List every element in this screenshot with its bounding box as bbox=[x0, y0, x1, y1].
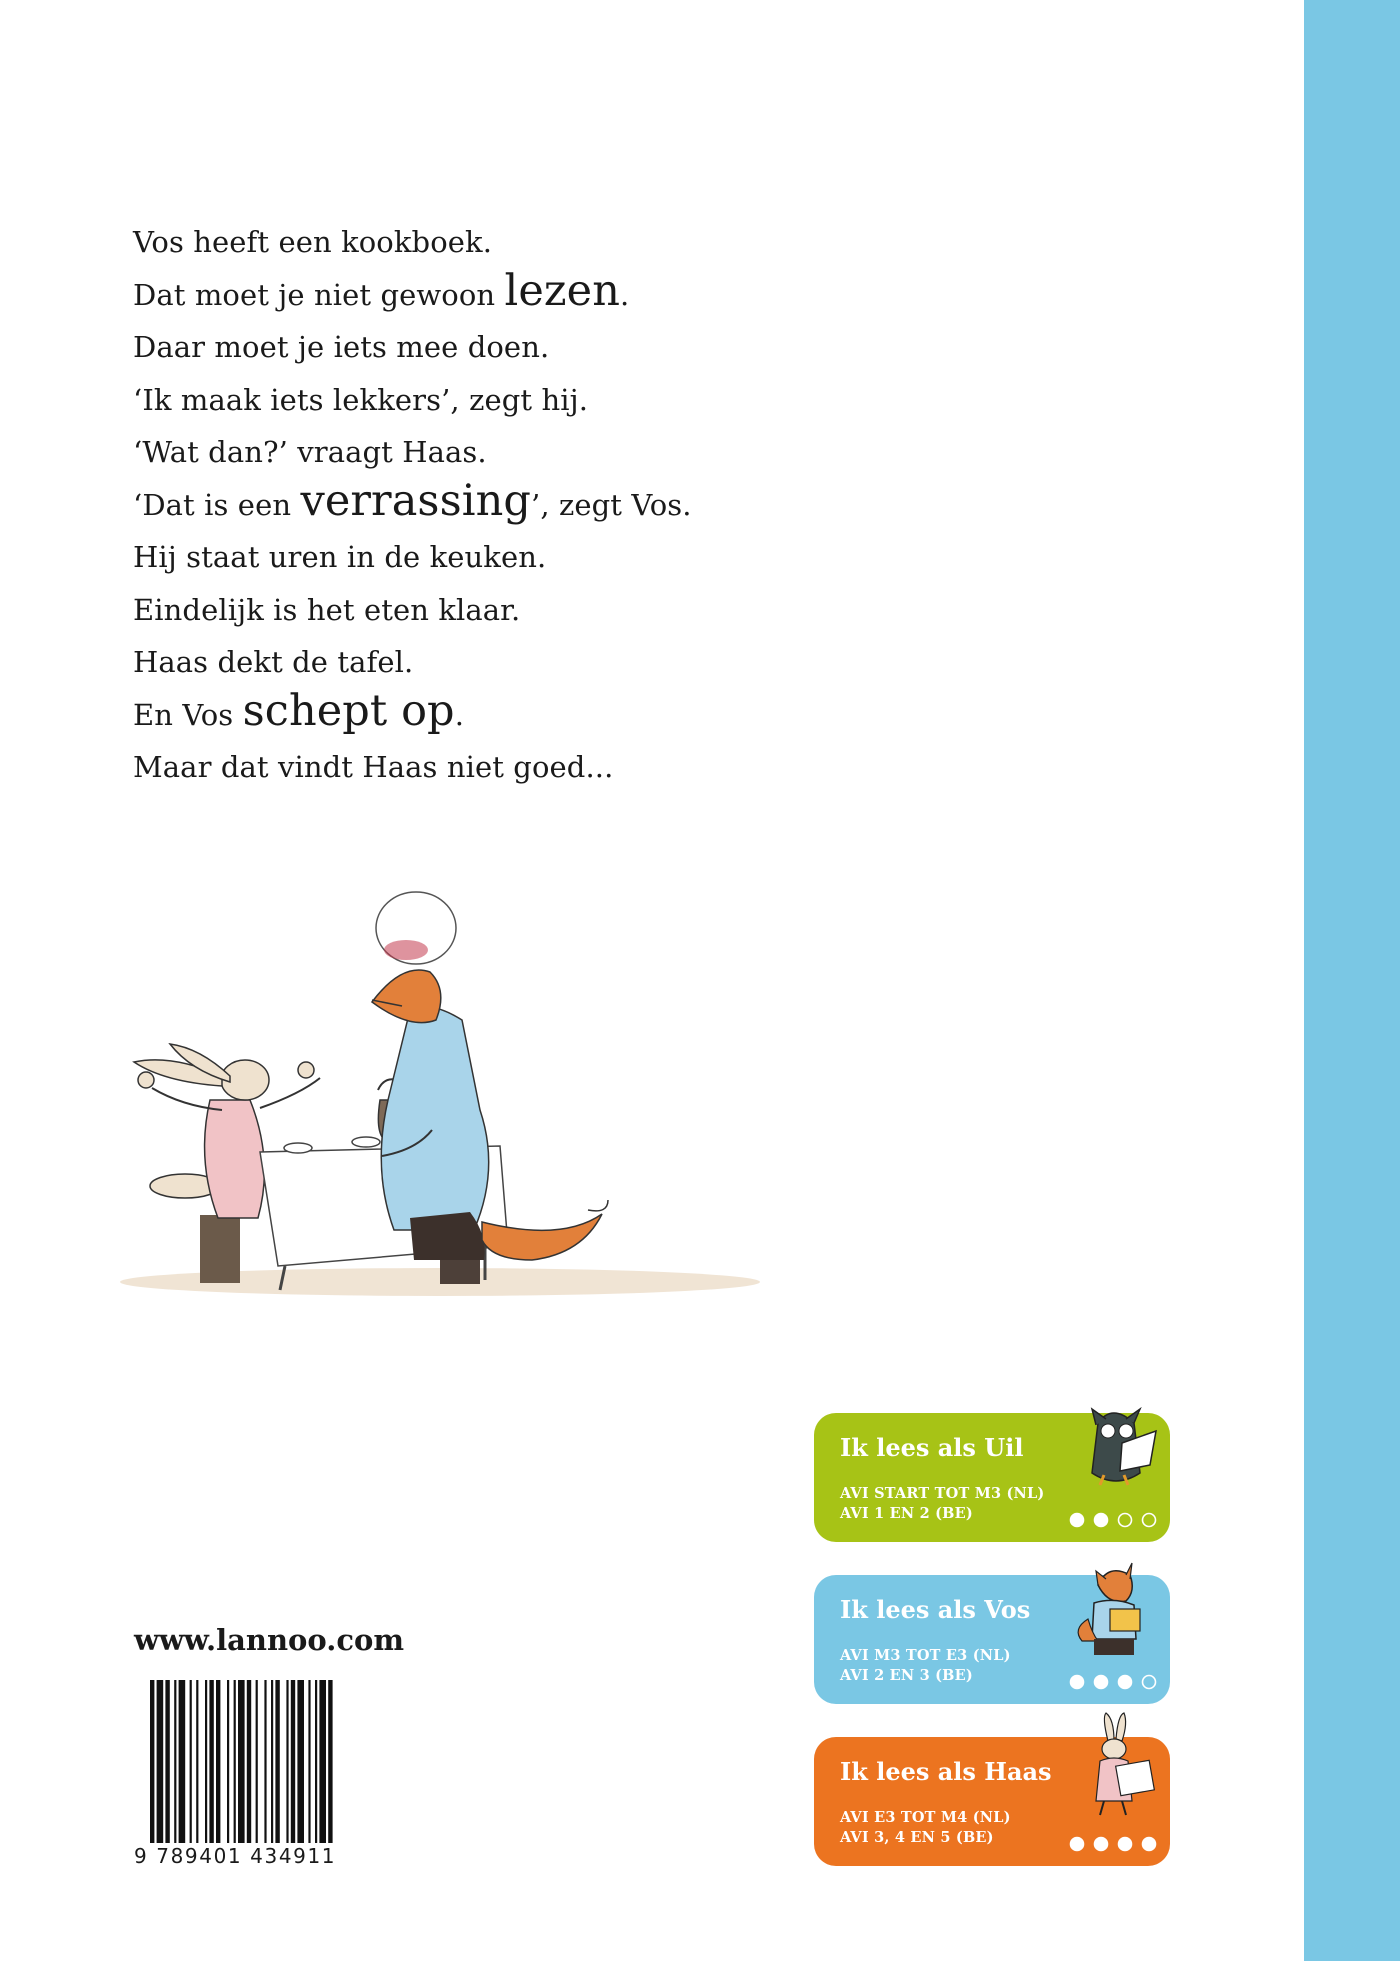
reading-level-title: Ik lees als Uil bbox=[840, 1433, 1024, 1462]
blurb-line: Vos heeft een kookboek. bbox=[133, 225, 493, 259]
barcode-bar bbox=[190, 1680, 192, 1843]
reading-level-badge-uil bbox=[814, 1413, 1170, 1542]
barcode-bar bbox=[209, 1680, 213, 1843]
barcode-bar bbox=[216, 1680, 220, 1843]
level-dot-filled bbox=[1119, 1838, 1132, 1851]
barcode-bar bbox=[174, 1680, 176, 1843]
level-dot-filled bbox=[1071, 1676, 1084, 1689]
barcode-bar bbox=[247, 1680, 251, 1843]
barcode-bar bbox=[291, 1680, 295, 1843]
blurb-line: Dat moet je niet gewoon lezen. bbox=[133, 265, 630, 316]
isbn-number: 9 789401 434911 bbox=[134, 1844, 337, 1868]
barcode-bar bbox=[315, 1680, 317, 1843]
barcode-bar bbox=[238, 1680, 245, 1843]
level-dot-filled bbox=[1095, 1514, 1108, 1527]
fox-and-hare-dinner-illustration bbox=[110, 880, 800, 1310]
emphasized-word: schept op bbox=[242, 685, 455, 736]
barcode-bar bbox=[234, 1680, 236, 1843]
reading-level-avi-be: AVI 1 EN 2 (BE) bbox=[840, 1505, 973, 1522]
reading-level-avi-be: AVI 3, 4 EN 5 (BE) bbox=[840, 1829, 994, 1846]
emphasized-word: lezen bbox=[504, 265, 621, 316]
blurb-line: En Vos schept op. bbox=[133, 685, 465, 736]
emphasized-word: verrassing bbox=[300, 475, 532, 526]
blurb-line: Daar moet je iets mee doen. bbox=[133, 330, 550, 364]
barcode-bar bbox=[179, 1680, 186, 1843]
blurb-line: Haas dekt de tafel. bbox=[133, 645, 414, 679]
blurb-line: ‘Wat dan?’ vraagt Haas. bbox=[133, 435, 487, 469]
level-dot-filled bbox=[1071, 1838, 1084, 1851]
barcode-bar bbox=[264, 1680, 266, 1843]
fox-icon bbox=[1068, 1549, 1164, 1667]
reading-level-avi-nl: AVI START TOT M3 (NL) bbox=[840, 1485, 1045, 1502]
barcode-bar bbox=[165, 1680, 169, 1843]
blurb-line: Eindelijk is het eten klaar. bbox=[133, 592, 521, 627]
barcode-bar bbox=[286, 1680, 288, 1843]
reading-level-badge-vos bbox=[814, 1575, 1170, 1704]
level-dot-filled bbox=[1095, 1838, 1108, 1851]
level-dot-filled bbox=[1071, 1514, 1084, 1527]
barcode-bar bbox=[157, 1680, 164, 1843]
barcode-bar bbox=[328, 1680, 332, 1843]
barcode-bar bbox=[275, 1680, 279, 1843]
level-dot-empty bbox=[1143, 1514, 1156, 1527]
reading-level-avi-nl: AVI E3 TOT M4 (NL) bbox=[840, 1809, 1011, 1826]
reading-level-dots bbox=[1068, 1673, 1164, 1691]
barcode-bar bbox=[196, 1680, 198, 1843]
barcode-bar bbox=[205, 1680, 207, 1843]
blurb-line: ‘Dat is een verrassing’, zegt Vos. bbox=[133, 475, 692, 526]
level-dot-empty bbox=[1143, 1676, 1156, 1689]
reading-level-dots bbox=[1068, 1511, 1164, 1529]
reading-level-avi-be: AVI 2 EN 3 (BE) bbox=[840, 1667, 973, 1684]
blurb-line: Maar dat vindt Haas niet goed... bbox=[133, 750, 614, 784]
blurb-line: Hij staat uren in de keuken. bbox=[133, 540, 547, 574]
owl-icon bbox=[1068, 1387, 1164, 1505]
book-spine-strip bbox=[1304, 0, 1400, 1961]
reading-level-avi-nl: AVI M3 TOT E3 (NL) bbox=[840, 1647, 1011, 1664]
isbn-barcode bbox=[150, 1680, 382, 1843]
hare-icon bbox=[1068, 1711, 1164, 1829]
reading-level-title: Ik lees als Vos bbox=[840, 1595, 1031, 1624]
level-dot-filled bbox=[1119, 1676, 1132, 1689]
level-dot-empty bbox=[1119, 1514, 1132, 1527]
barcode-bar bbox=[271, 1680, 273, 1843]
reading-level-badge-haas bbox=[814, 1737, 1170, 1866]
barcode-bar bbox=[319, 1680, 326, 1843]
fox-character bbox=[372, 892, 608, 1284]
blurb-line: ‘Ik maak iets lekkers’, zegt hij. bbox=[133, 382, 589, 417]
level-dot-filled bbox=[1143, 1838, 1156, 1851]
back-cover-blurb bbox=[133, 212, 893, 790]
barcode-bar bbox=[150, 1680, 154, 1843]
barcode-bar bbox=[308, 1680, 310, 1843]
barcode-bar bbox=[227, 1680, 229, 1843]
barcode-bar bbox=[256, 1680, 258, 1843]
publisher-website[interactable]: www.lannoo.com bbox=[134, 1623, 405, 1657]
level-dot-filled bbox=[1095, 1676, 1108, 1689]
reading-level-title: Ik lees als Haas bbox=[840, 1757, 1052, 1786]
barcode-bar bbox=[297, 1680, 304, 1843]
reading-level-dots bbox=[1068, 1835, 1164, 1853]
